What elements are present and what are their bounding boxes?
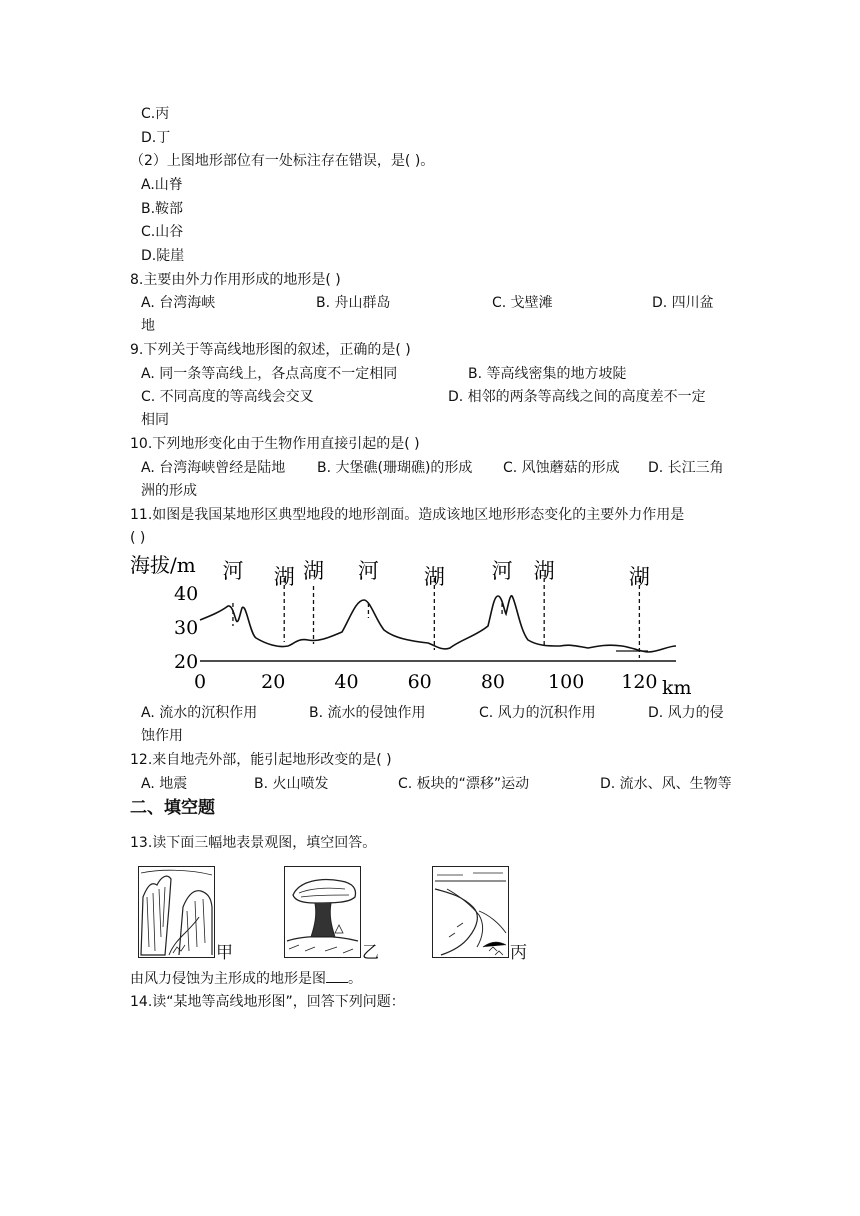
option-d: D.丁 <box>141 130 171 146</box>
option-d-continued: 蚀作用 <box>141 728 183 744</box>
question-11: 11.如图是我国某地形区典型地段的地形剖面。造成该地区地形形态变化的主要外力作用是 <box>130 507 685 523</box>
option-b: B. 舟山群岛 <box>316 295 391 311</box>
profile-annotation-label: 河 <box>222 559 244 583</box>
profile-annotation-label: 湖 <box>423 565 445 589</box>
wind-mushroom-rock-icon <box>285 867 360 957</box>
profile-annotation-label: 湖 <box>533 559 555 583</box>
question-8: 8.主要由外力作用形成的地形是( ) <box>130 272 341 288</box>
option-d-continued: 地 <box>141 318 155 334</box>
option-a: A. 同一条等高线上，各点高度不一定相同 <box>141 366 398 382</box>
option-c: C. 戈壁滩 <box>492 295 553 311</box>
profile-annotation-label: 湖 <box>628 565 650 589</box>
option-b: B. 流水的侵蚀作用 <box>309 705 426 721</box>
option-c: C. 板块的“漂移”运动 <box>398 776 530 792</box>
option-c: C.丙 <box>141 106 170 122</box>
question-7-2: （2）上图地形部位有一处标注存在错误，是( )。 <box>130 153 435 169</box>
x-tick-label: 100 <box>548 671 585 693</box>
landscape-label-yi: 乙 <box>362 943 379 963</box>
question-10: 10.下列地形变化由于生物作用直接引起的是( ) <box>130 436 420 452</box>
x-axis-unit: km <box>662 677 692 699</box>
option-a: A. 地震 <box>141 776 188 792</box>
landscape-image-yi <box>284 866 361 958</box>
option-c: C. 风蚀蘑菇的形成 <box>503 460 620 476</box>
y-tick-label: 30 <box>174 617 199 639</box>
option-b: B. 大堡礁(珊瑚礁)的形成 <box>317 460 473 476</box>
option-b: B. 等高线密集的地方坡陡 <box>468 366 627 382</box>
landscape-image-jia <box>138 866 215 958</box>
option-b: B.鞍部 <box>141 201 184 217</box>
landscape-label-bing: 丙 <box>510 943 527 963</box>
option-c: C. 风力的沉积作用 <box>479 705 596 721</box>
landscape-label-jia: 甲 <box>216 943 233 963</box>
x-tick-label: 0 <box>193 671 207 693</box>
canyon-landscape-icon <box>139 867 214 957</box>
terrain-profile-chart <box>128 548 692 699</box>
option-a: A.山脊 <box>141 177 183 193</box>
profile-annotation-label: 河 <box>357 559 379 583</box>
option-d: D. 长江三角 <box>648 460 724 476</box>
x-tick-label: 120 <box>621 671 658 693</box>
answer-blank[interactable] <box>326 968 348 983</box>
river-delta-icon <box>433 867 508 957</box>
option-c: C.山谷 <box>141 224 184 240</box>
fill-text-prefix: 由风力侵蚀为主形成的地形是图 <box>130 971 326 987</box>
question-13: 13.读下面三幅地表景观图，填空回答。 <box>130 835 377 851</box>
x-tick-label: 40 <box>334 671 359 693</box>
x-tick-label: 20 <box>261 671 286 693</box>
x-tick-label: 60 <box>407 671 432 693</box>
option-d-continued: 洲的形成 <box>141 483 197 499</box>
terrain-profile-line <box>200 596 676 652</box>
option-c: C. 不同高度的等高线会交叉 <box>141 389 314 405</box>
question-14: 14.读“某地等高线地形图”，回答下列问题： <box>130 994 405 1010</box>
option-d: D. 四川盆 <box>652 295 714 311</box>
y-tick-label: 20 <box>174 651 199 673</box>
profile-annotation-label: 河 <box>491 559 513 583</box>
option-a: A. 台湾海峡曾经是陆地 <box>141 460 286 476</box>
option-b: B. 火山喷发 <box>254 776 329 792</box>
option-d: D. 流水、风、生物等 <box>600 776 732 792</box>
option-d: D.陡崖 <box>141 248 185 264</box>
option-d-continued: 相同 <box>141 412 169 428</box>
fill-text-suffix: 。 <box>348 971 362 987</box>
y-tick-label: 40 <box>174 583 199 605</box>
question-9: 9.下列关于等高线地形图的叙述，正确的是( ) <box>130 342 411 358</box>
section-heading: 二、填空题 <box>130 798 215 818</box>
option-a: A. 台湾海峡 <box>141 295 216 311</box>
option-d: D. 相邻的两条等高线之间的高度差不一定 <box>448 389 706 405</box>
question-11-paren: ( ) <box>130 530 146 546</box>
y-axis-label: 海拔/m <box>130 553 196 577</box>
profile-annotation-label: 湖 <box>303 559 325 583</box>
option-d: D. 风力的侵 <box>648 705 724 721</box>
profile-annotation-label: 湖 <box>273 565 295 589</box>
x-tick-label: 80 <box>480 671 506 693</box>
question-13-fill <box>130 968 362 989</box>
landscape-image-bing <box>432 866 509 958</box>
question-12: 12.来自地壳外部，能引起地形改变的是( ) <box>130 752 392 768</box>
option-a: A. 流水的沉积作用 <box>141 705 258 721</box>
